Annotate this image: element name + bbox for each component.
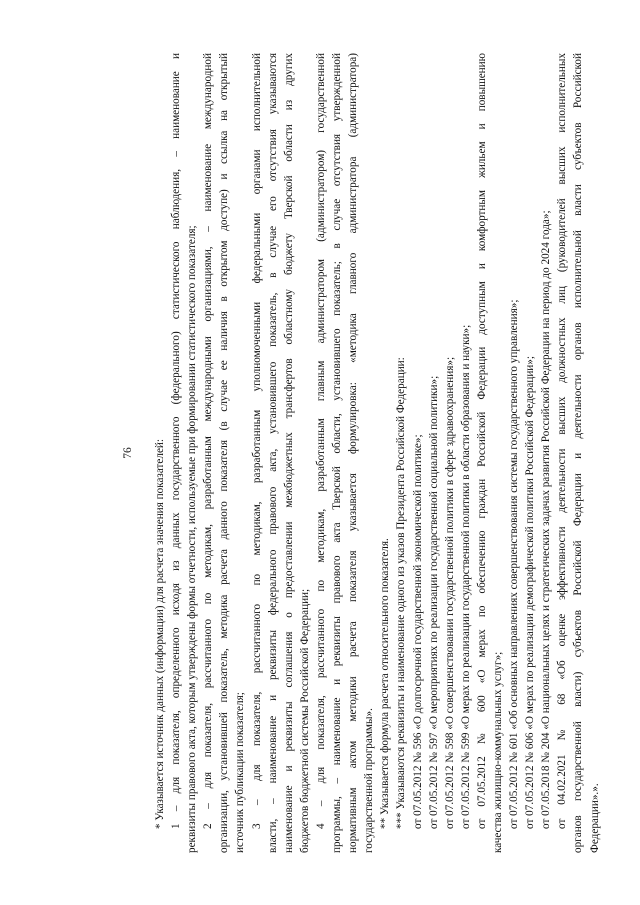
rotated-content [120, 52, 601, 853]
text-line: 4 – для показателя, рассчитанного по методикам, разработанным главным администратором (администратором) государственной [314, 52, 327, 829]
text-line: реквизиты правового акта, которым утверждены формы отчетности, используемые при формировании статистического показателя; [186, 224, 199, 853]
text-line: 2 – для показателя, рассчитанного по методикам, разработанным международными организациями, – наименование международной [202, 52, 215, 829]
text-line: нормативным актом методики расчета показателя указывается формулировка: «методика главного администратора (администратора) [347, 52, 360, 853]
text-line: от 07.05.2012 № 599 «О мерах по реализации государственной политики в области образования и науки»; [459, 324, 472, 829]
text-line: 3 – для показателя, рассчитанного по методикам, разработанным уполномоченными федеральными органами исполнительной [250, 52, 263, 829]
text-line: ** Указывается формула расчета относительного показателя. [379, 537, 392, 829]
document-body [152, 53, 603, 853]
text-line: от 07.05.2018 № 204 «О национальных целях и стратегических задачах развития Российской Федерации на период до 2024 года»; [540, 209, 553, 829]
page-number: 76 [122, 446, 134, 459]
text-line: наименование и реквизиты соглашения о предоставлении межбюджетных трансфертов областному бюджету Тверской области из других [282, 52, 295, 853]
text-line: от 07.05.2012 № 597 «О мероприятиях по реализации государственной социальной политики»; [427, 375, 440, 829]
text-line: от 07.05.2012 № 598 «О совершенствовании государственной политики в сфере здравоохранения»; [443, 356, 456, 829]
text-line: от 07.05.2012 № 600 «О мерах по обеспечению граждан Российской Федерации доступным и комфортным жильем и повышению [475, 52, 488, 829]
text-line: организации, установившей показатель, методика расчета данного показателя (в случае ее наличия в открытом доступе) и ссылка на открытый [218, 52, 231, 853]
text-line: органов государственной власти) субъектов Российской Федерации и деятельности органов исполнительной власти субъектов Российской [572, 52, 585, 853]
text-line: от 07.05.2012 № 596 «О долгосрочной государственной экономической политике»; [411, 433, 424, 829]
text-line: источник публикации показателя; [234, 691, 247, 853]
text-line: * Указывается источник данных (информации) для расчета значения показателей: [154, 438, 166, 829]
text-line: государственной программы». [363, 707, 376, 853]
text-line: от 04.02.2021 № 68 «Об оценке эффективности деятельности высших должностных лиц (руководителей высших исполнительных [556, 52, 569, 829]
text-line: от 07.05.2012 № 606 «О мерах по реализации демографической политики Российской Федерации»; [524, 355, 537, 829]
text-line: качества жилищно-коммунальных услуг»; [491, 651, 504, 853]
text-line: власти, – наименование и реквизиты федерального правового акта, установившего показатель, в случае его отсутствия указываются [266, 52, 279, 853]
text-line: бюджетов бюджетной системы Российской Федерации; [298, 588, 311, 853]
text-line: Федерации».». [588, 782, 601, 853]
text-line: *** Указываются реквизиты и наименование одного из указов Президента Российской Федерации: [395, 356, 408, 829]
text-line: программы, – наименование и реквизиты правового акта Тверской области, установившего показатель; в случае отсутствия утвержденной [331, 52, 344, 853]
text-line: от 07.05.2012 № 601 «Об основных направлениях совершенствования системы государственного управления»; [508, 299, 521, 829]
text-line: 1 – для показателя, определенного исходя из данных государственного (федерального) статистического наблюдения, – наименование и [170, 52, 183, 829]
